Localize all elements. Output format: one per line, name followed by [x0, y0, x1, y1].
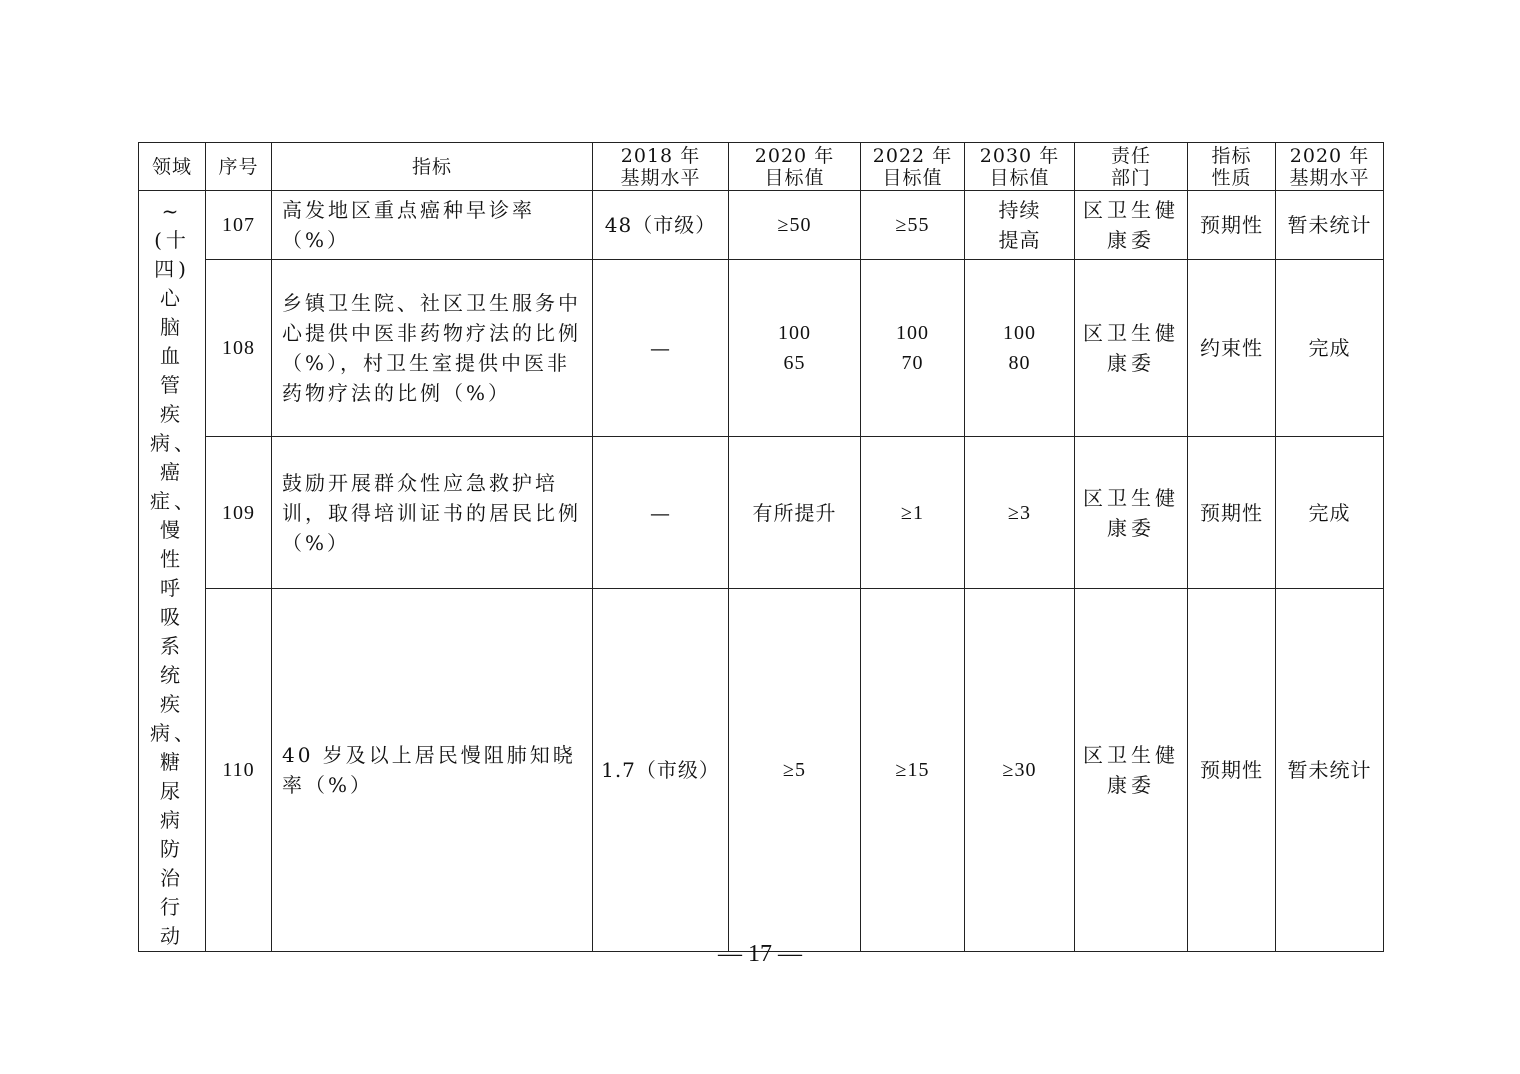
row-dept: 区卫生健 康委	[1075, 437, 1188, 589]
header-base-2020: 2020 年 基期水平	[1276, 143, 1384, 191]
table-row	[139, 259, 1384, 437]
row-indicator: 高发地区重点癌种早诊率（%）	[272, 191, 593, 260]
row-nature: 预期性	[1188, 191, 1276, 260]
header-indicator: 指标	[272, 143, 593, 191]
row-target-2020: ≥5	[729, 589, 861, 952]
row-seq: 110	[206, 589, 272, 952]
row-indicator: 40 岁及以上居民慢阻肺知晓率（%）	[272, 589, 593, 952]
header-base-2018: 2018 年 基期水平	[593, 143, 729, 191]
table-row	[139, 437, 1384, 589]
row-base-2018: 48（市级）	[593, 191, 729, 260]
row-base-2020: 暂未统计	[1276, 589, 1384, 952]
header-nature: 指标 性质	[1188, 143, 1276, 191]
row-target-2022: 100 70	[861, 259, 965, 437]
row-target-2030: 100 80	[965, 259, 1075, 437]
header-target-2030: 2030 年 目标值	[965, 143, 1075, 191]
row-base-2018: —	[593, 437, 729, 589]
row-base-2018: 1.7（市级）	[593, 589, 729, 952]
row-target-2030: ≥3	[965, 437, 1075, 589]
row-seq: 108	[206, 259, 272, 437]
header-domain: 领域	[139, 143, 206, 191]
header-target-2022: 2022 年 目标值	[861, 143, 965, 191]
row-target-2022: ≥55	[861, 191, 965, 260]
domain-label: ~ (十四) 心脑血管疾病、癌症、慢性呼吸系统疾病、糖尿病防治行动	[150, 199, 198, 948]
row-target-2030: 持续 提高	[965, 191, 1075, 260]
row-target-2022: ≥15	[861, 589, 965, 952]
row-target-2020: ≥50	[729, 191, 861, 260]
row-nature: 预期性	[1188, 437, 1276, 589]
row-seq: 107	[206, 191, 272, 260]
row-base-2020: 暂未统计	[1276, 191, 1384, 260]
table-row	[139, 191, 1384, 260]
row-base-2020: 完成	[1276, 259, 1384, 437]
table-header-row	[139, 143, 1384, 191]
row-base-2020: 完成	[1276, 437, 1384, 589]
row-nature: 约束性	[1188, 259, 1276, 437]
domain-cell	[139, 191, 206, 952]
row-target-2030: ≥30	[965, 589, 1075, 952]
row-dept: 区卫生健 康委	[1075, 191, 1188, 260]
row-target-2020: 100 65	[729, 259, 861, 437]
header-dept: 责任 部门	[1075, 143, 1188, 191]
row-dept: 区卫生健 康委	[1075, 589, 1188, 952]
row-indicator: 乡镇卫生院、社区卫生服务中心提供中医非药物疗法的比例（%），村卫生室提供中医非药物疗法的比例（%）	[272, 259, 593, 437]
row-base-2018: —	[593, 259, 729, 437]
header-seq: 序号	[206, 143, 272, 191]
row-nature: 预期性	[1188, 589, 1276, 952]
row-indicator: 鼓励开展群众性应急救护培训，取得培训证书的居民比例（%）	[272, 437, 593, 589]
row-seq: 109	[206, 437, 272, 589]
row-target-2022: ≥1	[861, 437, 965, 589]
page-number: — 17 —	[718, 941, 802, 967]
row-target-2020: 有所提升	[729, 437, 861, 589]
header-target-2020: 2020 年 目标值	[729, 143, 861, 191]
table-row	[139, 589, 1384, 952]
row-dept: 区卫生健 康委	[1075, 259, 1188, 437]
indicator-table	[138, 142, 1384, 952]
